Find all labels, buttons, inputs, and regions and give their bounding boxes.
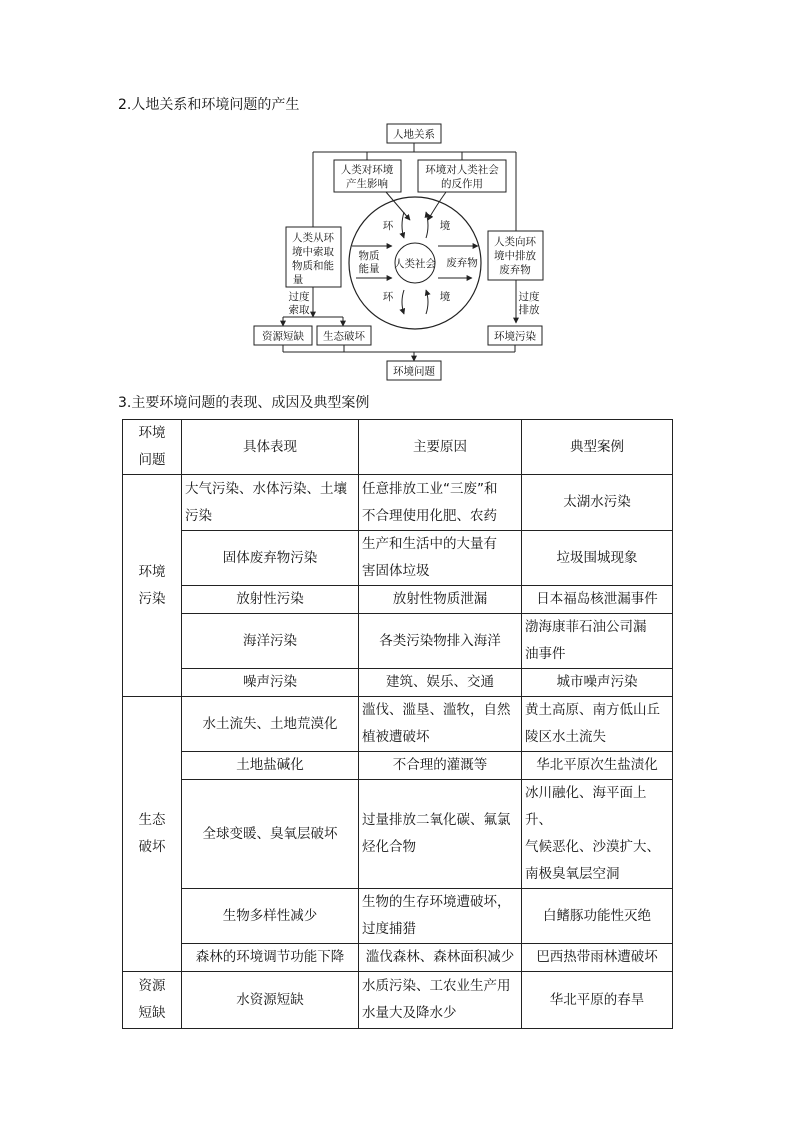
environment-problems-table xyxy=(122,419,673,1029)
cell-cause: 生物的生存环境遭破坏， 过度捕猎 xyxy=(359,889,522,944)
cell-manifestation: 生物多样性减少 xyxy=(182,889,359,944)
table-row xyxy=(123,752,673,780)
table-row xyxy=(123,780,673,889)
material-energy-line2: 能量 xyxy=(358,263,380,275)
cell-cause: 各类污染物排入海洋 xyxy=(359,614,522,669)
node-pollution-label: 环境污染 xyxy=(494,330,536,343)
waste-label: 废弃物 xyxy=(446,257,478,269)
node-extract-line4: 量 xyxy=(292,274,304,286)
table-row xyxy=(123,586,673,614)
human-society-label: 人类社会 xyxy=(394,258,436,270)
table-row xyxy=(123,697,673,752)
node-environment-reaction-line2: 的反作用 xyxy=(441,178,483,190)
cell-case: 华北平原次生盐渍化 xyxy=(522,752,673,780)
cell-cause: 水质污染、工农业生产用 水量大及降水少 xyxy=(359,972,522,1029)
human-environment-diagram xyxy=(0,0,794,390)
category-pollution: 环境 污染 xyxy=(123,475,182,697)
over-extract-line2: 索取 xyxy=(288,304,310,316)
cell-case: 垃圾围城现象 xyxy=(522,531,673,586)
cell-manifestation: 水土流失、土地荒漠化 xyxy=(182,697,359,752)
node-discharge-line2: 境中排放 xyxy=(494,250,536,262)
huan-label-bottom: 环 xyxy=(382,291,394,303)
cell-manifestation: 噪声污染 xyxy=(182,669,359,697)
material-energy-line1: 物质 xyxy=(358,250,380,262)
node-extract-line2: 境中索取 xyxy=(292,246,334,258)
cell-cause: 过量排放二氧化碳、氟氯 烃化合物 xyxy=(359,780,522,889)
category-resource: 资源 短缺 xyxy=(123,972,182,1029)
node-extract-line1: 人类从环 xyxy=(292,232,334,244)
cell-case: 太湖水污染 xyxy=(522,475,673,531)
jing-label-bottom: 境 xyxy=(439,291,451,303)
cell-manifestation: 土地盐碱化 xyxy=(182,752,359,780)
node-environment-reaction-line1: 环境对人类社会 xyxy=(425,164,499,176)
node-environment-problem-label: 环境问题 xyxy=(393,365,435,378)
table-row xyxy=(123,614,673,669)
over-discharge-line1: 过度 xyxy=(518,291,540,303)
header-manifestation: 具体表现 xyxy=(182,420,359,475)
cell-cause: 任意排放工业“三废”和 不合理使用化肥、农药 xyxy=(359,475,522,531)
table-row xyxy=(123,972,673,1029)
cell-cause: 滥伐、滥垦、滥牧，自然 植被遭破坏 xyxy=(359,697,522,752)
cell-manifestation: 大气污染、水体污染、土壤 污染 xyxy=(182,475,359,531)
node-discharge-line1: 人类向环 xyxy=(494,236,536,248)
cell-case: 巴西热带雨林遭破坏 xyxy=(522,944,673,972)
cell-cause: 不合理的灌溉等 xyxy=(359,752,522,780)
node-resource-shortage-label: 资源短缺 xyxy=(262,330,304,343)
cell-manifestation: 森林的环境调节功能下降 xyxy=(182,944,359,972)
cell-case: 华北平原的春旱 xyxy=(522,972,673,1029)
category-ecology: 生态 破坏 xyxy=(123,697,182,972)
node-discharge-line3: 废弃物 xyxy=(499,264,531,276)
node-extract-line3: 物质和能 xyxy=(292,260,334,272)
table-header-row xyxy=(123,420,673,475)
table-row xyxy=(123,944,673,972)
node-human-land-relation-label: 人地关系 xyxy=(393,128,435,141)
over-discharge-line2: 排放 xyxy=(518,304,540,316)
cell-case: 城市噪声污染 xyxy=(522,669,673,697)
cell-case: 渤海康菲石油公司漏 油事件 xyxy=(522,614,673,669)
header-problem: 环境 问题 xyxy=(123,420,182,475)
table-row xyxy=(123,669,673,697)
cell-manifestation: 水资源短缺 xyxy=(182,972,359,1029)
cell-case: 冰川融化、海平面上升、 气候恶化、沙漠扩大、 南极臭氧层空洞 xyxy=(522,780,673,889)
huan-label-top: 环 xyxy=(382,220,394,232)
node-human-influence-line2: 产生影响 xyxy=(346,178,388,190)
cell-manifestation: 海洋污染 xyxy=(182,614,359,669)
cell-cause: 滥伐森林、森林面积减少 xyxy=(359,944,522,972)
cell-manifestation: 全球变暖、臭氧层破坏 xyxy=(182,780,359,889)
jing-label-top: 境 xyxy=(439,220,451,232)
cell-cause: 生产和生活中的大量有 害固体垃圾 xyxy=(359,531,522,586)
section-3-title: 3.主要环境问题的表现、成因及典型案例 xyxy=(118,395,370,411)
cell-cause: 放射性物质泄漏 xyxy=(359,586,522,614)
cell-case: 黄土高原、南方低山丘 陵区水土流失 xyxy=(522,697,673,752)
table-row xyxy=(123,475,673,531)
cell-cause: 建筑、娱乐、交通 xyxy=(359,669,522,697)
cell-manifestation: 放射性污染 xyxy=(182,586,359,614)
cell-manifestation: 固体废弃物污染 xyxy=(182,531,359,586)
over-extract-line1: 过度 xyxy=(288,291,310,303)
section-2-title: 2.人地关系和环境问题的产生 xyxy=(118,97,300,113)
table-row xyxy=(123,531,673,586)
table-row xyxy=(123,889,673,944)
node-eco-damage-label: 生态破坏 xyxy=(323,330,365,343)
node-human-influence-line1: 人类对环境 xyxy=(340,164,394,176)
header-cause: 主要原因 xyxy=(359,420,522,475)
header-case: 典型案例 xyxy=(522,420,673,475)
cell-case: 日本福岛核泄漏事件 xyxy=(522,586,673,614)
cell-case: 白鳍豚功能性灭绝 xyxy=(522,889,673,944)
